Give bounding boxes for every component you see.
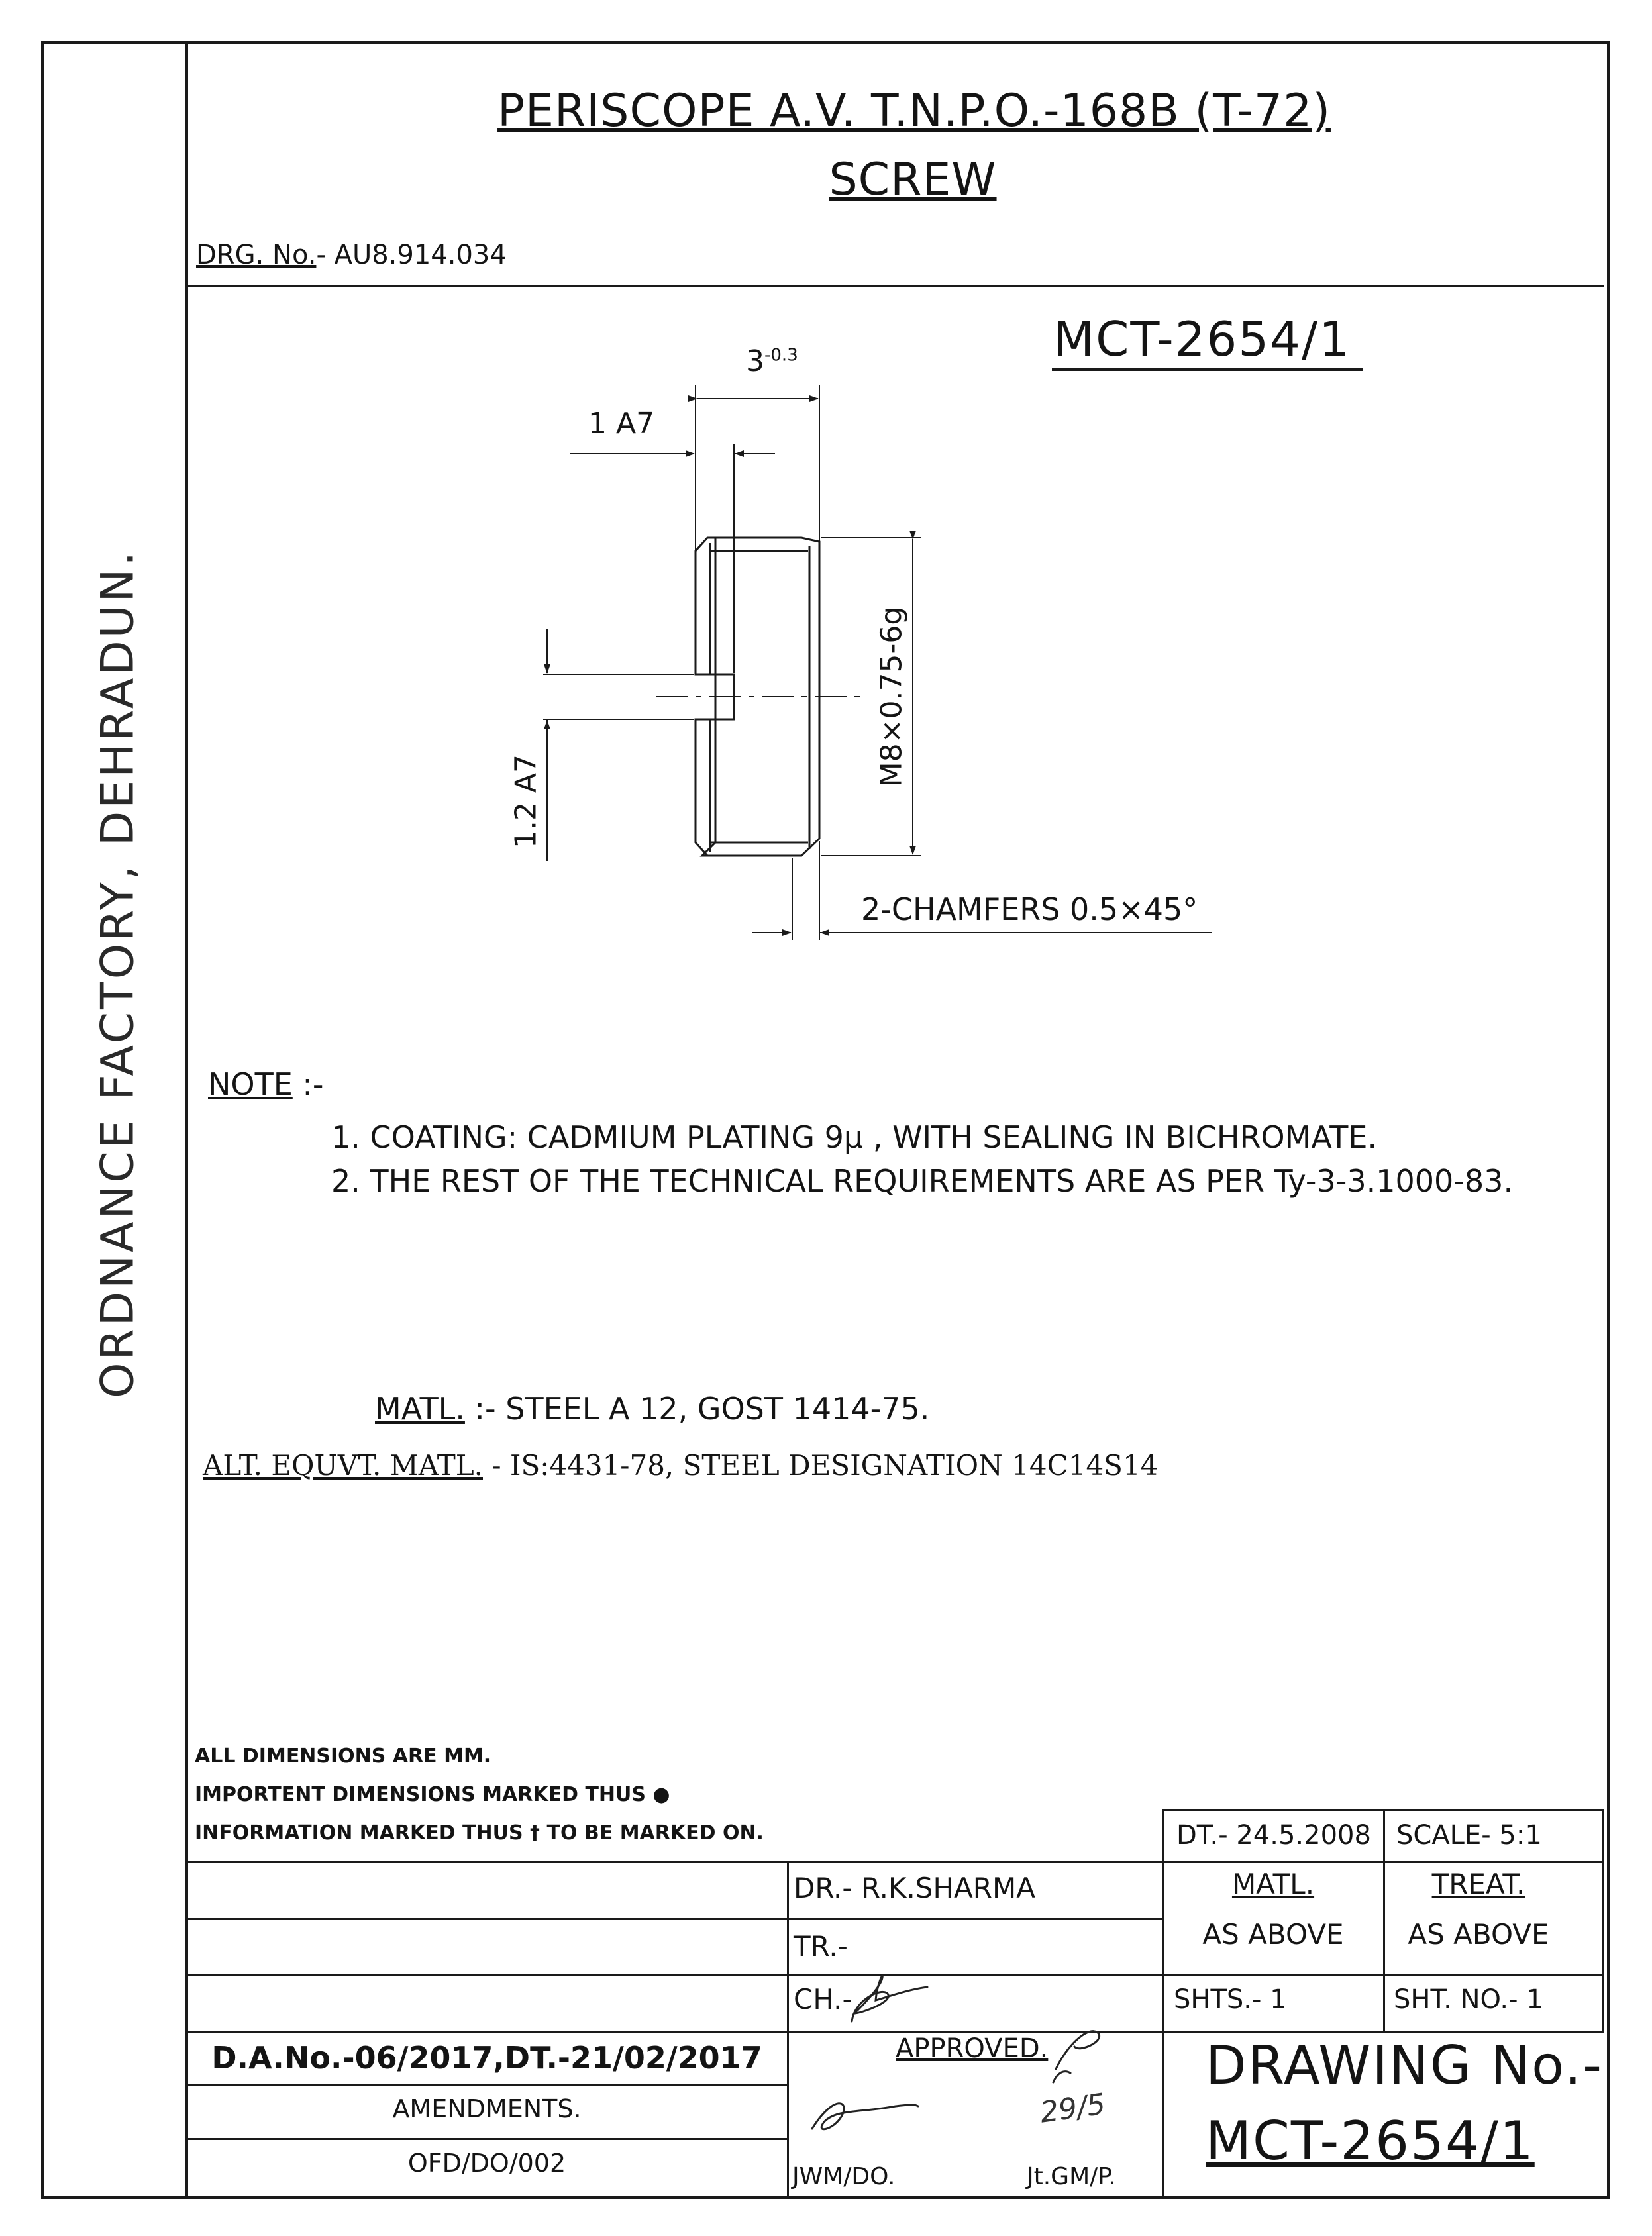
drg-label: DRG. No. (196, 240, 317, 270)
material-value: :- STEEL A 12, GOST 1414-75. (464, 1391, 930, 1427)
tb-jwm: JWM/DO. (792, 2163, 896, 2190)
drawing-code: MCT-2654/1 (1053, 311, 1351, 367)
note-item-1: 1. COATING: CADMIUM PLATING 9μ , WITH SEALING IN BICHROMATE. (331, 1119, 1378, 1155)
tb-amendments: AMENDMENTS. (392, 2094, 582, 2123)
tb-treat-value: AS ABOVE (1408, 1918, 1549, 1951)
dim-slot-width: 1 A7 (588, 407, 655, 440)
general-note-3: INFORMATION MARKED THUS † TO BE MARKED ON. (195, 1821, 764, 1845)
tb-matl-label: MATL. (1231, 1868, 1315, 1900)
general-note-1: ALL DIMENSIONS ARE MM. (195, 1745, 491, 1768)
dim-slot-depth: 1.2 A7 (509, 754, 543, 849)
side-factory-label: ORDNANCE FACTORY, DEHRADUN. (91, 549, 144, 1398)
dim-length-tolerance: -0.3 (764, 345, 798, 366)
notes-heading-label: NOTE (208, 1066, 293, 1102)
tb-drawing-no-value: MCT-2654/1 (1206, 2110, 1535, 2172)
tb-sheets: SHTS.- 1 (1174, 1984, 1287, 2015)
dim-thread: M8×0.75-6g (874, 606, 909, 788)
note-item-2: 2. THE REST OF THE TECHNICAL REQUIREMENTS ARE AS PER Ty-3-3.1000-83. (331, 1163, 1514, 1199)
checker-signature (852, 1976, 927, 2021)
page-title: PERISCOPE A.V. T.N.P.O.-168B (T-72) (497, 85, 1331, 137)
tb-approved: APPROVED. (896, 2033, 1049, 2064)
general-note-2: IMPORTENT DIMENSIONS MARKED THUS ● (195, 1783, 670, 1806)
material-label: MATL. (375, 1391, 465, 1427)
tb-drawn: DR.- R.K.SHARMA (794, 1872, 1035, 1904)
notes-heading-suffix: :- (292, 1066, 324, 1102)
tb-scale: SCALE- 5:1 (1396, 1820, 1542, 1851)
approver-signature (812, 2104, 918, 2129)
tb-da-no: D.A.No.-06/2017,DT.-21/02/2017 (211, 2040, 762, 2076)
tb-treat-label: TREAT. (1431, 1868, 1525, 1900)
dim-length-value: 3 (746, 344, 764, 378)
page-subtitle: SCREW (829, 154, 997, 206)
alt-material-value: - IS:4431-78, STEEL DESIGNATION 14C14S14 (483, 1449, 1159, 1482)
tb-jtgm: Jt.GM/P. (1027, 2163, 1116, 2190)
gm-signature (1053, 2031, 1100, 2082)
drg-value: - AU8.914.034 (316, 240, 507, 270)
tb-drawing-no-label: DRAWING No.- (1206, 2035, 1603, 2096)
tb-checked: CH.- (794, 1983, 852, 2015)
tb-sheet-no: SHT. NO.- 1 (1394, 1984, 1543, 2015)
tb-matl-value: AS ABOVE (1202, 1918, 1344, 1951)
alt-material-label: ALT. EQUVT. MATL. (203, 1449, 483, 1482)
tb-sig-date: 29/5 (1037, 2087, 1108, 2130)
tb-traced: TR.- (794, 1930, 848, 1962)
tb-form-no: OFD/DO/002 (407, 2149, 566, 2178)
tb-date: DT.- 24.5.2008 (1176, 1820, 1371, 1851)
dim-chamfers: 2-CHAMFERS 0.5×45° (861, 891, 1198, 927)
